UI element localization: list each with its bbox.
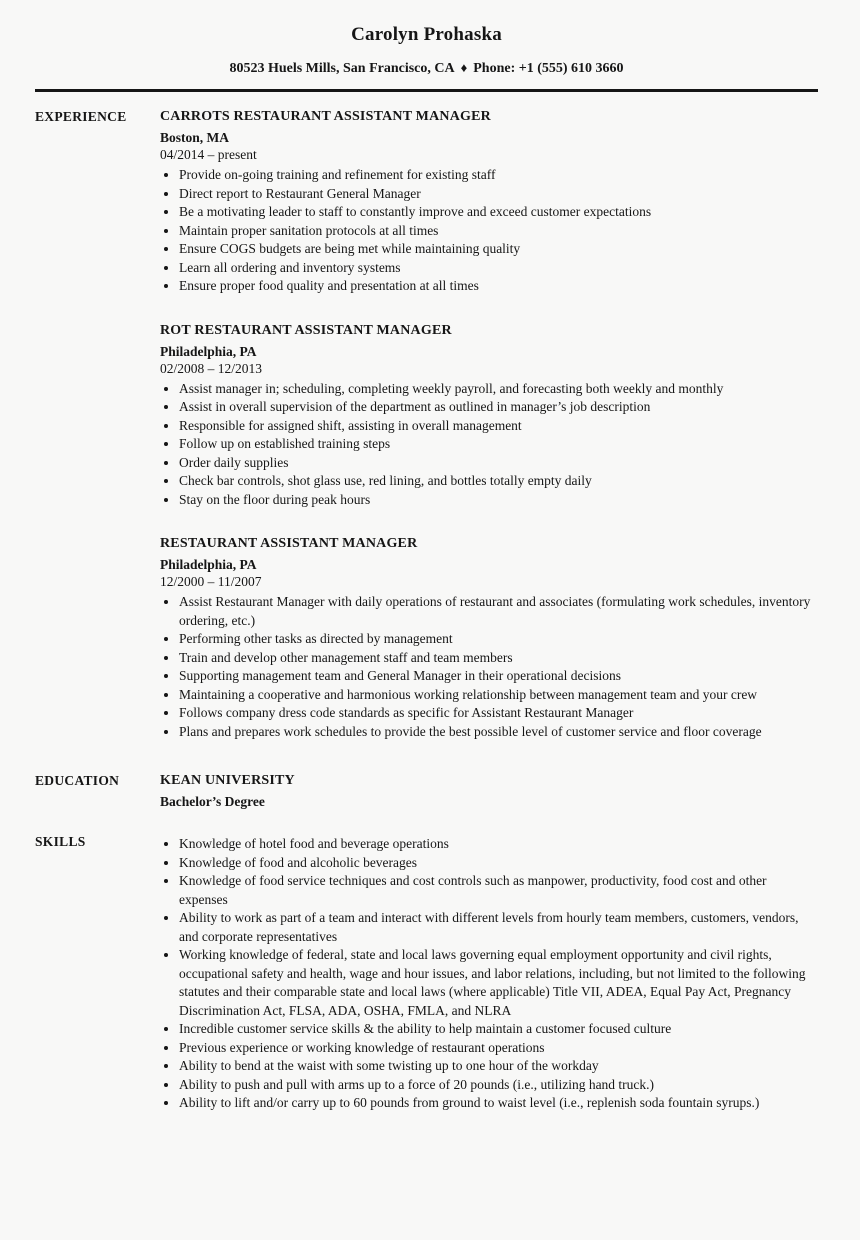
job-bullet-item: • Maintaining a cooperative and harmonious working relationship between management team and your crew (179, 686, 818, 705)
education-content (160, 771, 818, 810)
diamond-separator-icon: ♦ (460, 60, 468, 75)
job-bullet-item: • Check bar controls, shot glass use, red lining, and bottles totally empty daily (179, 472, 818, 491)
section-label-experience: EXPERIENCE (35, 109, 127, 124)
job-bullet-item: • Responsible for assigned shift, assisting in overall management (179, 417, 818, 436)
school-name: KEAN UNIVERSITY (160, 773, 295, 788)
job-entry (160, 534, 818, 741)
skill-item: • Ability to work as part of a team and interact with different levels from hourly team members, customers, vendors, and corporate representatives (179, 909, 818, 946)
job-bullet-item: • Ensure proper food quality and presentation at all times (179, 277, 818, 296)
skill-item: • Knowledge of hotel food and beverage operations (179, 835, 818, 854)
job-dates: 02/2008 – 12/2013 (160, 360, 263, 376)
job-bullet-item: • Follows company dress code standards as specific for Assistant Restaurant Manager (179, 704, 818, 723)
skill-item: • Knowledge of food and alcoholic beverages (179, 854, 818, 873)
address-text: 80523 Huels Mills, San Francisco, CA (229, 61, 455, 76)
experience-jobs (160, 107, 818, 741)
job-bullet-item: • Follow up on established training steps (179, 435, 818, 454)
skills-content (160, 832, 818, 1113)
phone-text: Phone: +1 (555) 610 3660 (473, 61, 624, 76)
job-bullet-item: • Ensure COGS budgets are being met while maintaining quality (179, 240, 818, 259)
person-name: Carolyn Prohaska (351, 24, 502, 45)
job-entry (160, 321, 818, 510)
skills-list (160, 835, 818, 1113)
degree-text: Bachelor’s Degree (160, 794, 265, 809)
job-bullet-item: • Assist manager in; scheduling, completing weekly payroll, and forecasting both weekly and monthly (179, 380, 818, 399)
education-section (35, 771, 818, 810)
job-dates: 04/2014 – present (160, 147, 257, 162)
job-location: Boston, MA (160, 130, 230, 145)
skill-item: • Working knowledge of federal, state and local laws governing equal employment opportunity and civil rights, occupational safety and health, wage and hour issues, and labor relations, including, but not limited to the following statutes and their comparable state and local laws (where applicable) Title VII, ADEA, Equal Pay Act, Pregnancy Discrimination Act, FLSA, ADA, OSHA, FMLA, and NLRA (179, 946, 818, 1020)
job-bullet-item: • Be a motivating leader to staff to constantly improve and exceed customer expectations (179, 203, 818, 222)
skill-item: • Incredible customer service skills & the ability to help maintain a customer focused culture (179, 1020, 818, 1039)
section-label-skills: SKILLS (35, 834, 86, 849)
job-dates: 12/2000 – 11/2007 (160, 574, 262, 589)
job-location: Philadelphia, PA (160, 557, 257, 572)
job-bullet-item: • Direct report to Restaurant General Manager (179, 185, 818, 204)
section-label-education: EDUCATION (35, 773, 120, 788)
skill-item: • Previous experience or working knowledge of restaurant operations (179, 1039, 818, 1058)
job-title: RESTAURANT ASSISTANT MANAGER (160, 536, 418, 551)
resume-header (35, 24, 818, 92)
skills-section (35, 832, 818, 1113)
job-bullet-item: • Stay on the floor during peak hours (179, 491, 818, 510)
job-bullet-item: • Provide on-going training and refinement for existing staff (179, 166, 818, 185)
job-bullet-list (160, 380, 818, 510)
skill-item: • Ability to push and pull with arms up to a force of 20 pounds (i.e., utilizing hand truck.) (179, 1076, 818, 1095)
job-bullet-item: • Order daily supplies (179, 454, 818, 473)
job-bullet-item: • Plans and prepares work schedules to provide the best possible level of customer service and floor coverage (179, 723, 818, 742)
job-bullet-list (160, 593, 818, 741)
job-bullet-item: • Assist in overall supervision of the department as outlined in manager’s job description (179, 398, 818, 417)
job-bullet-item: • Maintain proper sanitation protocols at all times (179, 222, 818, 241)
skill-item: • Ability to bend at the waist with some twisting up to one hour of the workday (179, 1057, 818, 1076)
job-title: ROT RESTAURANT ASSISTANT MANAGER (160, 322, 452, 338)
job-bullet-item: • Learn all ordering and inventory systems (179, 259, 818, 278)
contact-line (35, 60, 818, 77)
experience-section (35, 107, 818, 741)
job-bullet-list (160, 166, 818, 296)
job-bullet-item: • Performing other tasks as directed by management (179, 630, 818, 649)
header-rule (35, 89, 818, 92)
job-title: CARROTS RESTAURANT ASSISTANT MANAGER (160, 109, 491, 124)
skill-item: • Ability to lift and/or carry up to 60 pounds from ground to waist level (i.e., replenish soda fountain syrups.) (179, 1094, 818, 1113)
resume-body (35, 107, 818, 1113)
job-bullet-item: • Assist Restaurant Manager with daily operations of restaurant and associates (formulating work schedules, inventory ordering, etc.) (179, 593, 818, 630)
job-location: Philadelphia, PA (160, 343, 257, 359)
skill-item: • Knowledge of food service techniques and cost controls such as manpower, productivity, food cost and other expenses (179, 872, 818, 909)
job-bullet-item: • Supporting management team and General Manager in their operational decisions (179, 667, 818, 686)
job-bullet-item: • Train and develop other management staff and team members (179, 649, 818, 668)
job-entry (160, 107, 818, 296)
